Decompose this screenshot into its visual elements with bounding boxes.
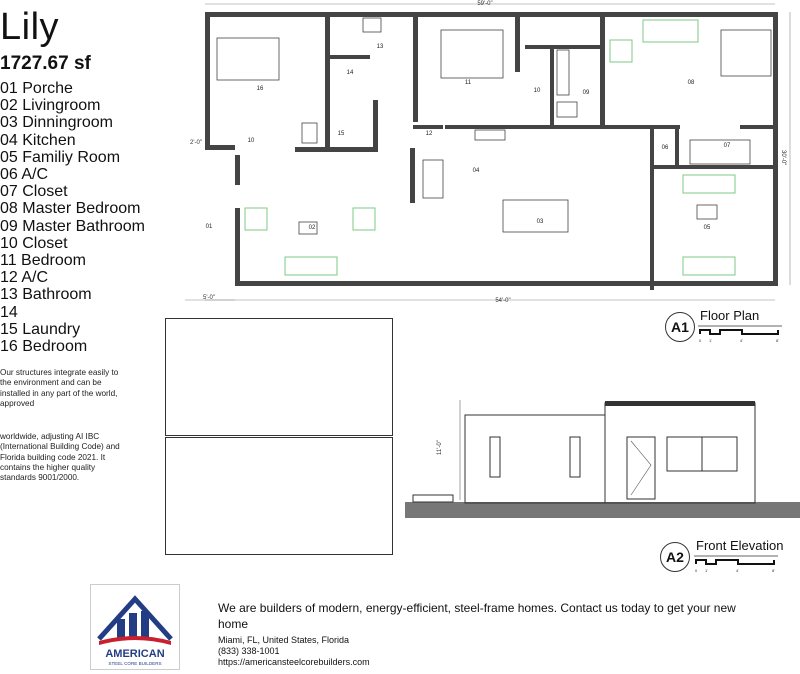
room-item: 03 Dinningroom xyxy=(0,114,113,132)
dim-bottom-left: 5'-0" xyxy=(203,295,215,301)
room-item: 15 Laundry xyxy=(0,320,81,338)
elevation-height-dim: 11'-0" xyxy=(437,440,443,455)
a2-title: Front Elevation xyxy=(696,538,784,553)
dim-top: 59'-0" xyxy=(477,1,493,7)
room-item: 14 xyxy=(0,303,18,321)
svg-text:1': 1' xyxy=(709,338,712,343)
room-number: 10 xyxy=(533,88,541,94)
svg-text:8': 8' xyxy=(776,338,779,343)
front-elevation-drawing xyxy=(405,395,800,525)
a1-title: Floor Plan xyxy=(700,308,760,323)
room-number: 12 xyxy=(425,131,433,137)
room-number: 06 xyxy=(661,145,669,151)
room-number: 04 xyxy=(472,168,480,174)
room-number: 11 xyxy=(464,80,472,86)
footer-website-link[interactable]: https://americansteelcorebuilders.com xyxy=(218,657,370,667)
a2-scale-bar xyxy=(694,554,779,576)
room-item: 13 Bathroom xyxy=(0,286,92,304)
room-item: 09 Master Bathroom xyxy=(0,217,145,235)
area-label: 1727.67 sf xyxy=(0,53,91,74)
room-item: 06 A/C xyxy=(0,166,49,184)
room-item: 12 A/C xyxy=(0,269,49,287)
a1-scale-bar xyxy=(698,324,783,346)
svg-text:4': 4' xyxy=(736,568,739,573)
walls xyxy=(205,12,778,290)
room-item: 16 Bedroom xyxy=(0,338,88,356)
room-number: 09 xyxy=(582,90,590,96)
room-number: 10 xyxy=(247,138,255,144)
room-item: 01 Porche xyxy=(0,80,73,97)
a1-badge: A1 xyxy=(665,312,695,342)
svg-text:0: 0 xyxy=(695,568,698,573)
room-item: 11 Bedroom xyxy=(0,252,86,270)
room-item: 08 Master Bedroom xyxy=(0,200,141,218)
room-number: 13 xyxy=(376,44,384,50)
footer-headline: We are builders of modern, energy-efficient, steel-frame homes. Contact us today to get your new home xyxy=(218,601,736,631)
image-placeholder-bottom xyxy=(165,437,393,555)
room-number: 16 xyxy=(256,86,264,92)
project-title: Lily xyxy=(0,6,60,48)
room-item: 10 Closet xyxy=(0,234,68,252)
logo-subtext: STEEL CORE BUILDERS xyxy=(108,661,162,666)
room-number: 03 xyxy=(536,219,544,225)
floor-plan-drawing xyxy=(185,0,800,310)
room-number: 05 xyxy=(703,225,711,231)
a2-badge: A2 xyxy=(660,542,690,572)
room-number: 08 xyxy=(687,80,695,86)
room-item: 04 Kitchen xyxy=(0,131,76,149)
svg-text:4': 4' xyxy=(740,338,743,343)
logo-text: AMERICAN xyxy=(105,648,165,660)
room-list xyxy=(0,80,145,355)
room-item: 05 Familiy Room xyxy=(0,148,121,166)
room-number: 15 xyxy=(337,131,345,137)
room-item: 07 Closet xyxy=(0,183,68,201)
dim-left-small: 2'-0" xyxy=(190,140,202,146)
logo-house-icon xyxy=(91,585,179,669)
image-placeholder-top xyxy=(165,318,393,436)
dim-bottom: 54'-0" xyxy=(495,298,511,304)
room-item: 02 Livingroom xyxy=(0,97,101,115)
description-paragraph-1: Our structures integrate easily to the environment and can be installed in any part of the world, approved xyxy=(0,368,119,408)
svg-text:1': 1' xyxy=(705,568,708,573)
room-number: 14 xyxy=(346,70,354,76)
dim-right: 30'-0" xyxy=(780,150,786,166)
room-number: 01 xyxy=(205,224,213,230)
svg-text:8': 8' xyxy=(772,568,775,573)
footer-phone[interactable]: (833) 338-1001 xyxy=(218,646,280,656)
description-paragraph-2: worldwide, adjusting AI IBC (International Building Code) and Florida building code 2021. It contains the higher quality standards 9001/2000. xyxy=(0,432,120,483)
svg-text:0: 0 xyxy=(699,338,702,343)
footer-location: Miami, FL, United States, Florida xyxy=(218,635,350,645)
room-number: 07 xyxy=(723,143,731,149)
company-logo xyxy=(90,584,180,670)
room-number: 02 xyxy=(308,225,316,231)
